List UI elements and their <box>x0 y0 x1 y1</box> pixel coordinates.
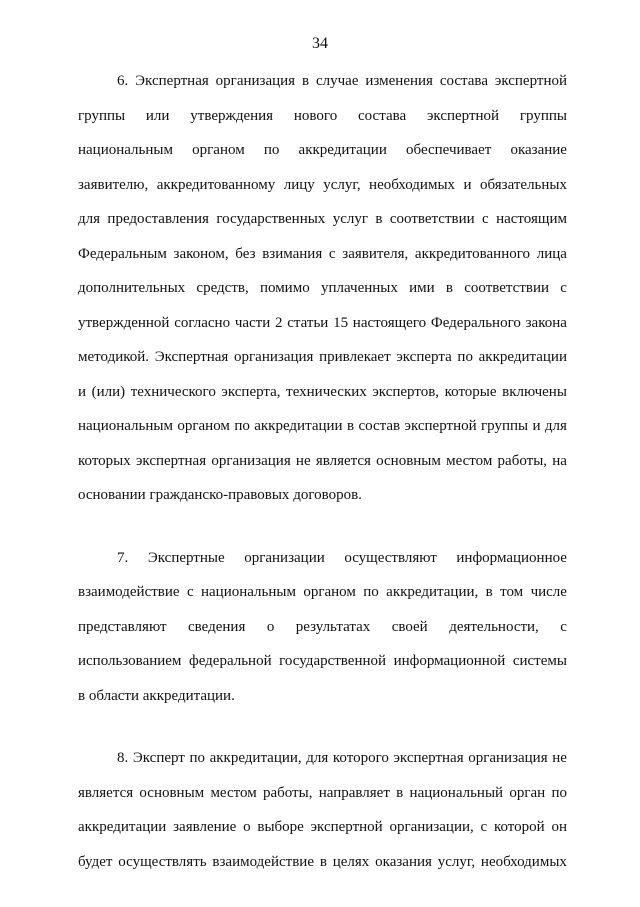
word: и <box>463 176 472 193</box>
word: эксперта <box>396 349 452 365</box>
text-line <box>78 644 567 679</box>
text-line <box>78 375 567 410</box>
word: с <box>482 211 489 227</box>
word: с <box>560 280 567 296</box>
word: в <box>375 211 383 227</box>
text-line <box>78 237 567 272</box>
text-line <box>78 99 567 134</box>
word: организация <box>215 73 296 89</box>
word: своей <box>391 618 428 635</box>
word: нового <box>293 107 338 124</box>
word: информационное <box>456 549 567 566</box>
word: необходимых <box>369 176 456 193</box>
word: аккредитации <box>298 142 387 158</box>
word: экспертной <box>494 73 567 89</box>
text-line <box>78 810 567 845</box>
word: предоставления <box>107 211 209 227</box>
word: органом <box>303 584 356 600</box>
word: организация <box>468 750 548 766</box>
word: экспертной <box>310 819 383 835</box>
text-line <box>78 168 567 203</box>
word: технического <box>130 383 216 400</box>
word: аккредитации, <box>386 584 479 600</box>
word: будет <box>78 853 113 870</box>
word: в <box>78 687 89 704</box>
document-body <box>78 64 567 907</box>
word: представляют <box>78 618 167 635</box>
text-line <box>78 64 567 99</box>
word: 7. <box>117 549 129 566</box>
word: экспертов, <box>372 383 440 400</box>
word: системы <box>512 653 567 669</box>
word: и <box>532 418 541 434</box>
word: для <box>544 418 567 434</box>
word: услуг <box>332 211 368 227</box>
word: которой <box>493 819 545 835</box>
word: средств, <box>196 280 249 296</box>
text-line <box>78 541 567 576</box>
word: необходимых <box>480 853 567 870</box>
word: с <box>480 819 488 835</box>
word: услуг, <box>437 853 476 870</box>
word: которого <box>332 750 389 766</box>
word: соответствии <box>464 280 550 296</box>
word: с <box>560 618 567 635</box>
word: Федерального <box>430 314 521 331</box>
word: заявителю, <box>78 176 149 193</box>
text-line <box>78 845 567 880</box>
word: дополнительных <box>78 280 186 296</box>
word: информационной <box>393 653 506 669</box>
word: основании <box>78 487 150 503</box>
word: выборе <box>257 819 304 835</box>
word: осуществлять <box>118 853 207 870</box>
word: в <box>445 280 454 296</box>
word: числе <box>530 584 567 600</box>
word: Федеральным <box>78 245 167 262</box>
word: организации <box>244 549 325 566</box>
word: согласно <box>174 314 231 331</box>
text-line <box>78 306 567 341</box>
word: аккредитованного <box>414 245 531 262</box>
word: основным <box>376 452 441 469</box>
word: группы <box>78 107 126 124</box>
word: аккредитованному <box>156 176 276 193</box>
word: которых <box>78 452 131 469</box>
word: местом <box>446 452 493 469</box>
word: основным <box>139 784 205 801</box>
word: обеспечивает <box>406 142 492 158</box>
word: на <box>552 452 567 469</box>
word: не <box>295 452 311 469</box>
word: помимо <box>259 280 310 296</box>
word: без <box>235 245 256 262</box>
word: настоящим <box>496 211 567 227</box>
word: взаимодействие <box>78 584 180 600</box>
word: 8. <box>117 750 129 766</box>
word: (или) <box>91 383 126 400</box>
word: обязательных <box>480 176 567 193</box>
word: настоящего <box>352 314 427 331</box>
word: в <box>301 73 310 89</box>
word: оказание <box>510 142 567 158</box>
word: для <box>78 211 101 227</box>
word: состав <box>358 418 401 434</box>
word: законом, <box>173 245 229 262</box>
word: результатах <box>295 618 371 635</box>
word: состава <box>439 73 488 89</box>
word: взимания <box>262 245 323 262</box>
word: национальный <box>409 784 504 801</box>
word: лицу <box>283 176 315 193</box>
word: национальным <box>200 584 296 600</box>
word: деятельности, <box>449 618 539 635</box>
word: привлекает <box>319 349 391 365</box>
word: работы, <box>497 452 548 469</box>
text-line <box>78 133 567 168</box>
word: органом <box>192 142 245 158</box>
word: в <box>319 853 327 870</box>
word: аккредитации <box>78 819 167 835</box>
word: федеральной <box>188 653 272 669</box>
word: экспертная <box>135 452 207 469</box>
word: экспертной <box>404 418 477 434</box>
word: утвержденной <box>78 314 170 331</box>
word: по <box>457 349 473 365</box>
word: группы <box>519 107 567 124</box>
text-line <box>78 478 567 513</box>
text-line <box>78 776 567 811</box>
text-line <box>78 340 567 375</box>
word: органом <box>177 418 230 434</box>
word: группы <box>481 418 529 434</box>
word: Эксперт <box>132 750 185 766</box>
word: сведения <box>187 618 246 635</box>
word: организация <box>211 452 291 469</box>
word: организации, <box>389 819 474 835</box>
word: взаимодействие <box>212 853 314 870</box>
text-line <box>78 575 567 610</box>
word: использованием <box>78 653 182 669</box>
word: является <box>315 452 371 469</box>
text-line <box>78 444 567 479</box>
word: по <box>189 750 205 766</box>
word: методикой. <box>78 349 150 365</box>
text-line <box>78 271 567 306</box>
word: для <box>306 750 329 766</box>
word: работы, <box>262 784 313 801</box>
word: по <box>234 418 250 434</box>
word: эксперта, <box>221 383 281 400</box>
word: не <box>552 750 567 766</box>
word: аккредитации, <box>209 750 302 766</box>
word: том <box>500 584 524 600</box>
word: организация <box>234 349 314 365</box>
text-line <box>78 741 567 776</box>
word: в <box>396 784 404 801</box>
word: экспертной <box>426 107 500 124</box>
word: лица <box>536 245 567 262</box>
page-number: 34 <box>312 35 328 52</box>
word: государственных <box>216 211 326 227</box>
word: гражданско-правовых <box>149 487 294 503</box>
word: по <box>263 142 280 158</box>
word: орган <box>509 784 546 801</box>
word: изменения <box>365 73 433 89</box>
paragraph <box>78 541 567 714</box>
word: ими <box>409 280 435 296</box>
word: которые <box>444 383 497 400</box>
word: заявление <box>173 819 237 835</box>
word: части <box>234 314 271 331</box>
word: уплаченных <box>320 280 398 296</box>
word: о <box>266 618 275 635</box>
text-line <box>78 610 567 645</box>
word: о <box>243 819 251 835</box>
word: статьи <box>287 314 329 331</box>
word: аккредитации. <box>142 687 235 704</box>
word: включены <box>502 383 567 400</box>
word: с <box>186 584 194 600</box>
text-line <box>78 202 567 237</box>
word: 6. <box>117 73 129 89</box>
word: Экспертные <box>147 549 225 566</box>
word: оказания <box>375 853 432 870</box>
paragraph <box>78 741 567 879</box>
word: местом <box>210 784 257 801</box>
word: экспертная <box>393 750 464 766</box>
word: состава <box>358 107 407 124</box>
word: закона <box>525 314 567 331</box>
word: является <box>78 784 134 801</box>
word: технических <box>286 383 367 400</box>
word: 15 <box>333 314 349 331</box>
word: по <box>551 784 567 801</box>
word: по <box>363 584 379 600</box>
word: национальным <box>78 142 173 158</box>
paragraph <box>78 64 567 513</box>
word: он <box>551 819 567 835</box>
word: или <box>145 107 170 124</box>
word: области <box>88 687 143 704</box>
word: целях <box>332 853 370 870</box>
word: Экспертная <box>154 349 229 365</box>
word: случае <box>315 73 359 89</box>
word: в <box>485 584 493 600</box>
text-line <box>78 679 567 714</box>
word: с <box>328 245 336 262</box>
word: договоров. <box>293 487 362 503</box>
text-line <box>78 409 567 444</box>
word: осуществляют <box>344 549 437 566</box>
word: направляет <box>318 784 390 801</box>
word: и <box>78 383 87 400</box>
word: 2 <box>275 314 283 331</box>
word: аккредитации <box>254 418 343 434</box>
word: аккредитации <box>478 349 567 365</box>
word: Экспертная <box>135 73 209 89</box>
word: государственной <box>279 653 387 669</box>
word: соответствии <box>389 211 475 227</box>
word: утверждения <box>190 107 274 124</box>
word: услуг, <box>323 176 361 193</box>
word: заявителя, <box>342 245 409 262</box>
word: в <box>346 418 355 434</box>
word: национальным <box>78 418 173 434</box>
